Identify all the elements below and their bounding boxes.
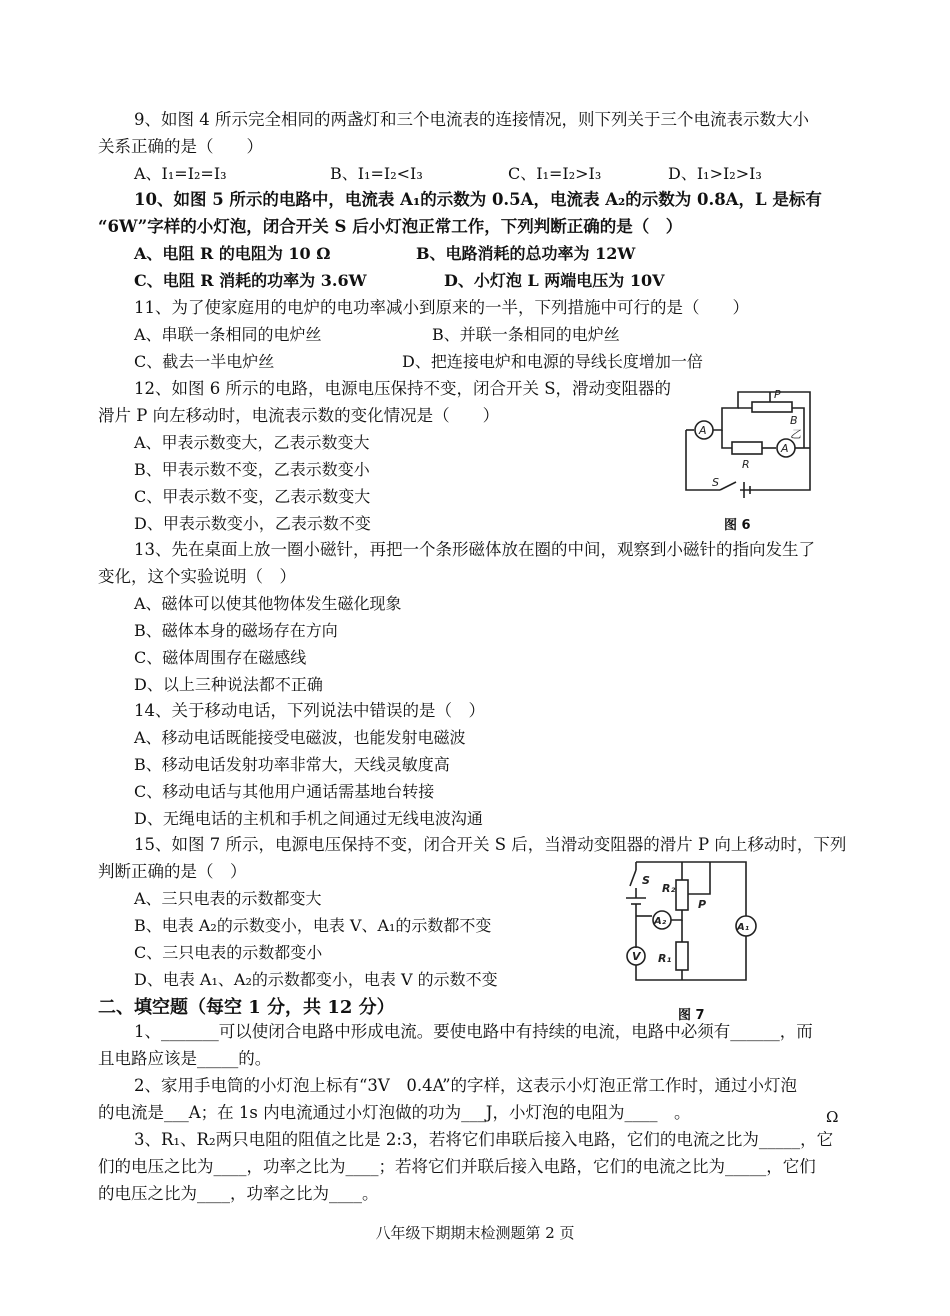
q15-option-d: D、电表 A₁、A₂的示数都变小，电表 V 的示数不变	[134, 970, 498, 989]
q12-option-b: B、甲表示数不变，乙表示数变小	[134, 460, 370, 479]
q12-stem-line1: 12、如图 6 所示的电路，电源电压保持不变，闭合开关 S，滑动变阻器的	[134, 379, 672, 398]
fig6-s-label: S	[712, 476, 719, 489]
q10-option-a: A、电阻 R 的电阻为 10 Ω	[134, 244, 331, 263]
q10-option-b: B、电路消耗的总功率为 12W	[416, 244, 636, 263]
q11-option-b: B、并联一条相同的电炉丝	[432, 325, 620, 344]
fig6-ammeter-yi-label: A	[781, 442, 789, 455]
q10-stem-line1: 10、如图 5 所示的电路中，电流表 A₁的示数为 0.5A，电流表 A₂的示数为 0.8A，L 是标有	[134, 190, 822, 209]
fill-q2-line2: 的电流是___A；在 1s 内电流通过小灯泡做的功为___J，小灯泡的电阻为____ 。	[98, 1103, 691, 1122]
fig7-resistor-r1	[676, 942, 688, 970]
fig6-wire-branch	[722, 430, 732, 448]
q15-option-c: C、三只电表的示数都变小	[134, 943, 323, 962]
q14-stem: 14、关于移动电话，下列说法中错误的是（ ）	[134, 701, 485, 720]
q15-stem-line1: 15、如图 7 所示，电源电压保持不变，闭合开关 S 后，当滑动变阻器的滑片 P 向上移动时，下列	[134, 835, 847, 854]
fig7-wire-right-bottom	[682, 936, 746, 980]
fill-q2-omega-symbol: Ω	[826, 1108, 839, 1126]
fill-q3-line3: 的电压之比为____，功率之比为____。	[98, 1184, 379, 1203]
q9-option-b: B、I₁=I₂<I₃	[330, 164, 423, 183]
fig7-rheostat-r2	[676, 880, 688, 910]
figure-7-circuit-diagram	[618, 858, 760, 988]
q13-stem-line1: 13、先在桌面上放一圈小磁针，再把一个条形磁体放在圈的中间，观察到小磁针的指向发生了	[134, 540, 815, 559]
q10-stem-line2: “6W”字样的小灯泡，闭合开关 S 后小灯泡正常工作，下列判断正确的是（ ）	[98, 217, 683, 236]
q13-option-a: A、磁体可以使其他物体发生磁化现象	[134, 594, 402, 613]
fig7-a1-label: A₁	[737, 922, 750, 933]
fill-q3-line1: 3、R₁、R₂两只电阻的阻值之比是 2:3，若将它们串联后接入电路，它们的电流之比为_____，它	[134, 1130, 834, 1149]
fig7-s-label: S	[642, 874, 650, 887]
q13-option-c: C、磁体周围存在磁感线	[134, 648, 307, 667]
q13-option-d: D、以上三种说法都不正确	[134, 675, 323, 694]
q15-option-a: A、三只电表的示数都变大	[134, 889, 322, 908]
fig7-a2-label: A₂	[654, 916, 667, 927]
q10-option-d: D、小灯泡 L 两端电压为 10V	[444, 271, 665, 290]
q9-option-a: A、I₁=I₂=I₃	[134, 164, 227, 183]
fig7-wire	[636, 965, 682, 980]
q9-option-c: C、I₁=I₂>I₃	[508, 164, 602, 183]
q11-stem: 11、为了使家庭用的电炉的电功率减小到原来的一半，下列措施中可行的是（ ）	[134, 298, 749, 317]
fig7-v-label: V	[632, 950, 641, 963]
q9-option-d: D、I₁>I₂>I₃	[668, 164, 762, 183]
fig6-slider-label: P	[774, 388, 781, 401]
fig6-resistor-r	[732, 442, 762, 454]
figure-6-caption: 图 6	[724, 518, 751, 533]
fig6-yi-label: 乙	[790, 428, 801, 441]
fill-q2-line1: 2、家用手电筒的小灯泡上标有“3V 0.4A”的字样，这表示小灯泡正常工作时，通过小灯泡	[134, 1076, 798, 1095]
q11-option-d: D、把连接电炉和电源的导线长度增加一倍	[402, 352, 703, 371]
q12-option-a: A、甲表示数变大，乙表示数变大	[134, 433, 370, 452]
q9-stem-line1: 9、如图 4 所示完全相同的两盏灯和三个电流表的连接情况，则下列关于三个电流表示数大小	[134, 110, 809, 129]
q12-stem-line2: 滑片 P 向左移动时，电流表示数的变化情况是（ ）	[98, 406, 500, 425]
q14-option-b: B、移动电话发射功率非常大，天线灵敏度高	[134, 755, 450, 774]
q14-option-c: C、移动电话与其他用户通话需基地台转接	[134, 782, 435, 801]
fig7-wire	[671, 910, 682, 920]
q14-option-a: A、移动电话既能接受电磁波，也能发射电磁波	[134, 728, 466, 747]
fig7-r1-label: R₁	[658, 952, 672, 965]
fig7-slider-wire	[688, 862, 710, 894]
q10-option-c: C、电阻 R 消耗的功率为 3.6W	[134, 271, 367, 290]
fill-q3-line2: 们的电压之比为____，功率之比为____；若将它们并联后接入电路，它们的电流之比为_____，它们	[98, 1157, 816, 1176]
fig6-b-label: B	[790, 414, 798, 427]
section-2-title: 二、填空题（每空 1 分，共 12 分）	[98, 997, 395, 1018]
figure-7-caption: 图 7	[678, 1008, 705, 1023]
q15-stem-line2: 判断正确的是（ ）	[98, 862, 247, 881]
q12-option-c: C、甲表示数不变，乙表示数变大	[134, 487, 371, 506]
fill-q1-line2: 且电路应该是_____的。	[98, 1049, 272, 1068]
q12-option-d: D、甲表示数变小，乙表示数不变	[134, 514, 371, 533]
figure-6-circuit-diagram	[678, 378, 828, 503]
fill-q1-line1: 1、_______可以使闭合电路中形成电流。要使电路中有持续的电流，电路中必须有______，而	[134, 1022, 813, 1041]
q15-option-b: B、电表 A₂的示数变小，电表 V、A₁的示数都不变	[134, 916, 492, 935]
fig6-switch-blade	[720, 482, 736, 490]
fig6-ammeter-jia-label: A	[699, 424, 707, 437]
fig7-p-label: P	[698, 898, 707, 911]
q9-stem-line2: 关系正确的是（ ）	[98, 137, 263, 156]
page-footer: 八年级下期期末检测题第 2 页	[375, 1224, 575, 1242]
q11-option-c: C、截去一半电炉丝	[134, 352, 275, 371]
fig6-rheostat	[752, 402, 792, 412]
q13-stem-line2: 变化，这个实验说明（ ）	[98, 567, 296, 586]
fig7-wire-top	[636, 862, 746, 916]
q11-option-a: A、串联一条相同的电炉丝	[134, 325, 322, 344]
q13-option-b: B、磁体本身的磁场存在方向	[134, 621, 338, 640]
q14-option-d: D、无绳电话的主机和手机之间通过无线电波沟通	[134, 809, 483, 828]
fig7-switch-blade	[630, 870, 636, 886]
fig7-r2-label: R₂	[662, 882, 676, 895]
fig6-r-label: R	[742, 458, 750, 471]
